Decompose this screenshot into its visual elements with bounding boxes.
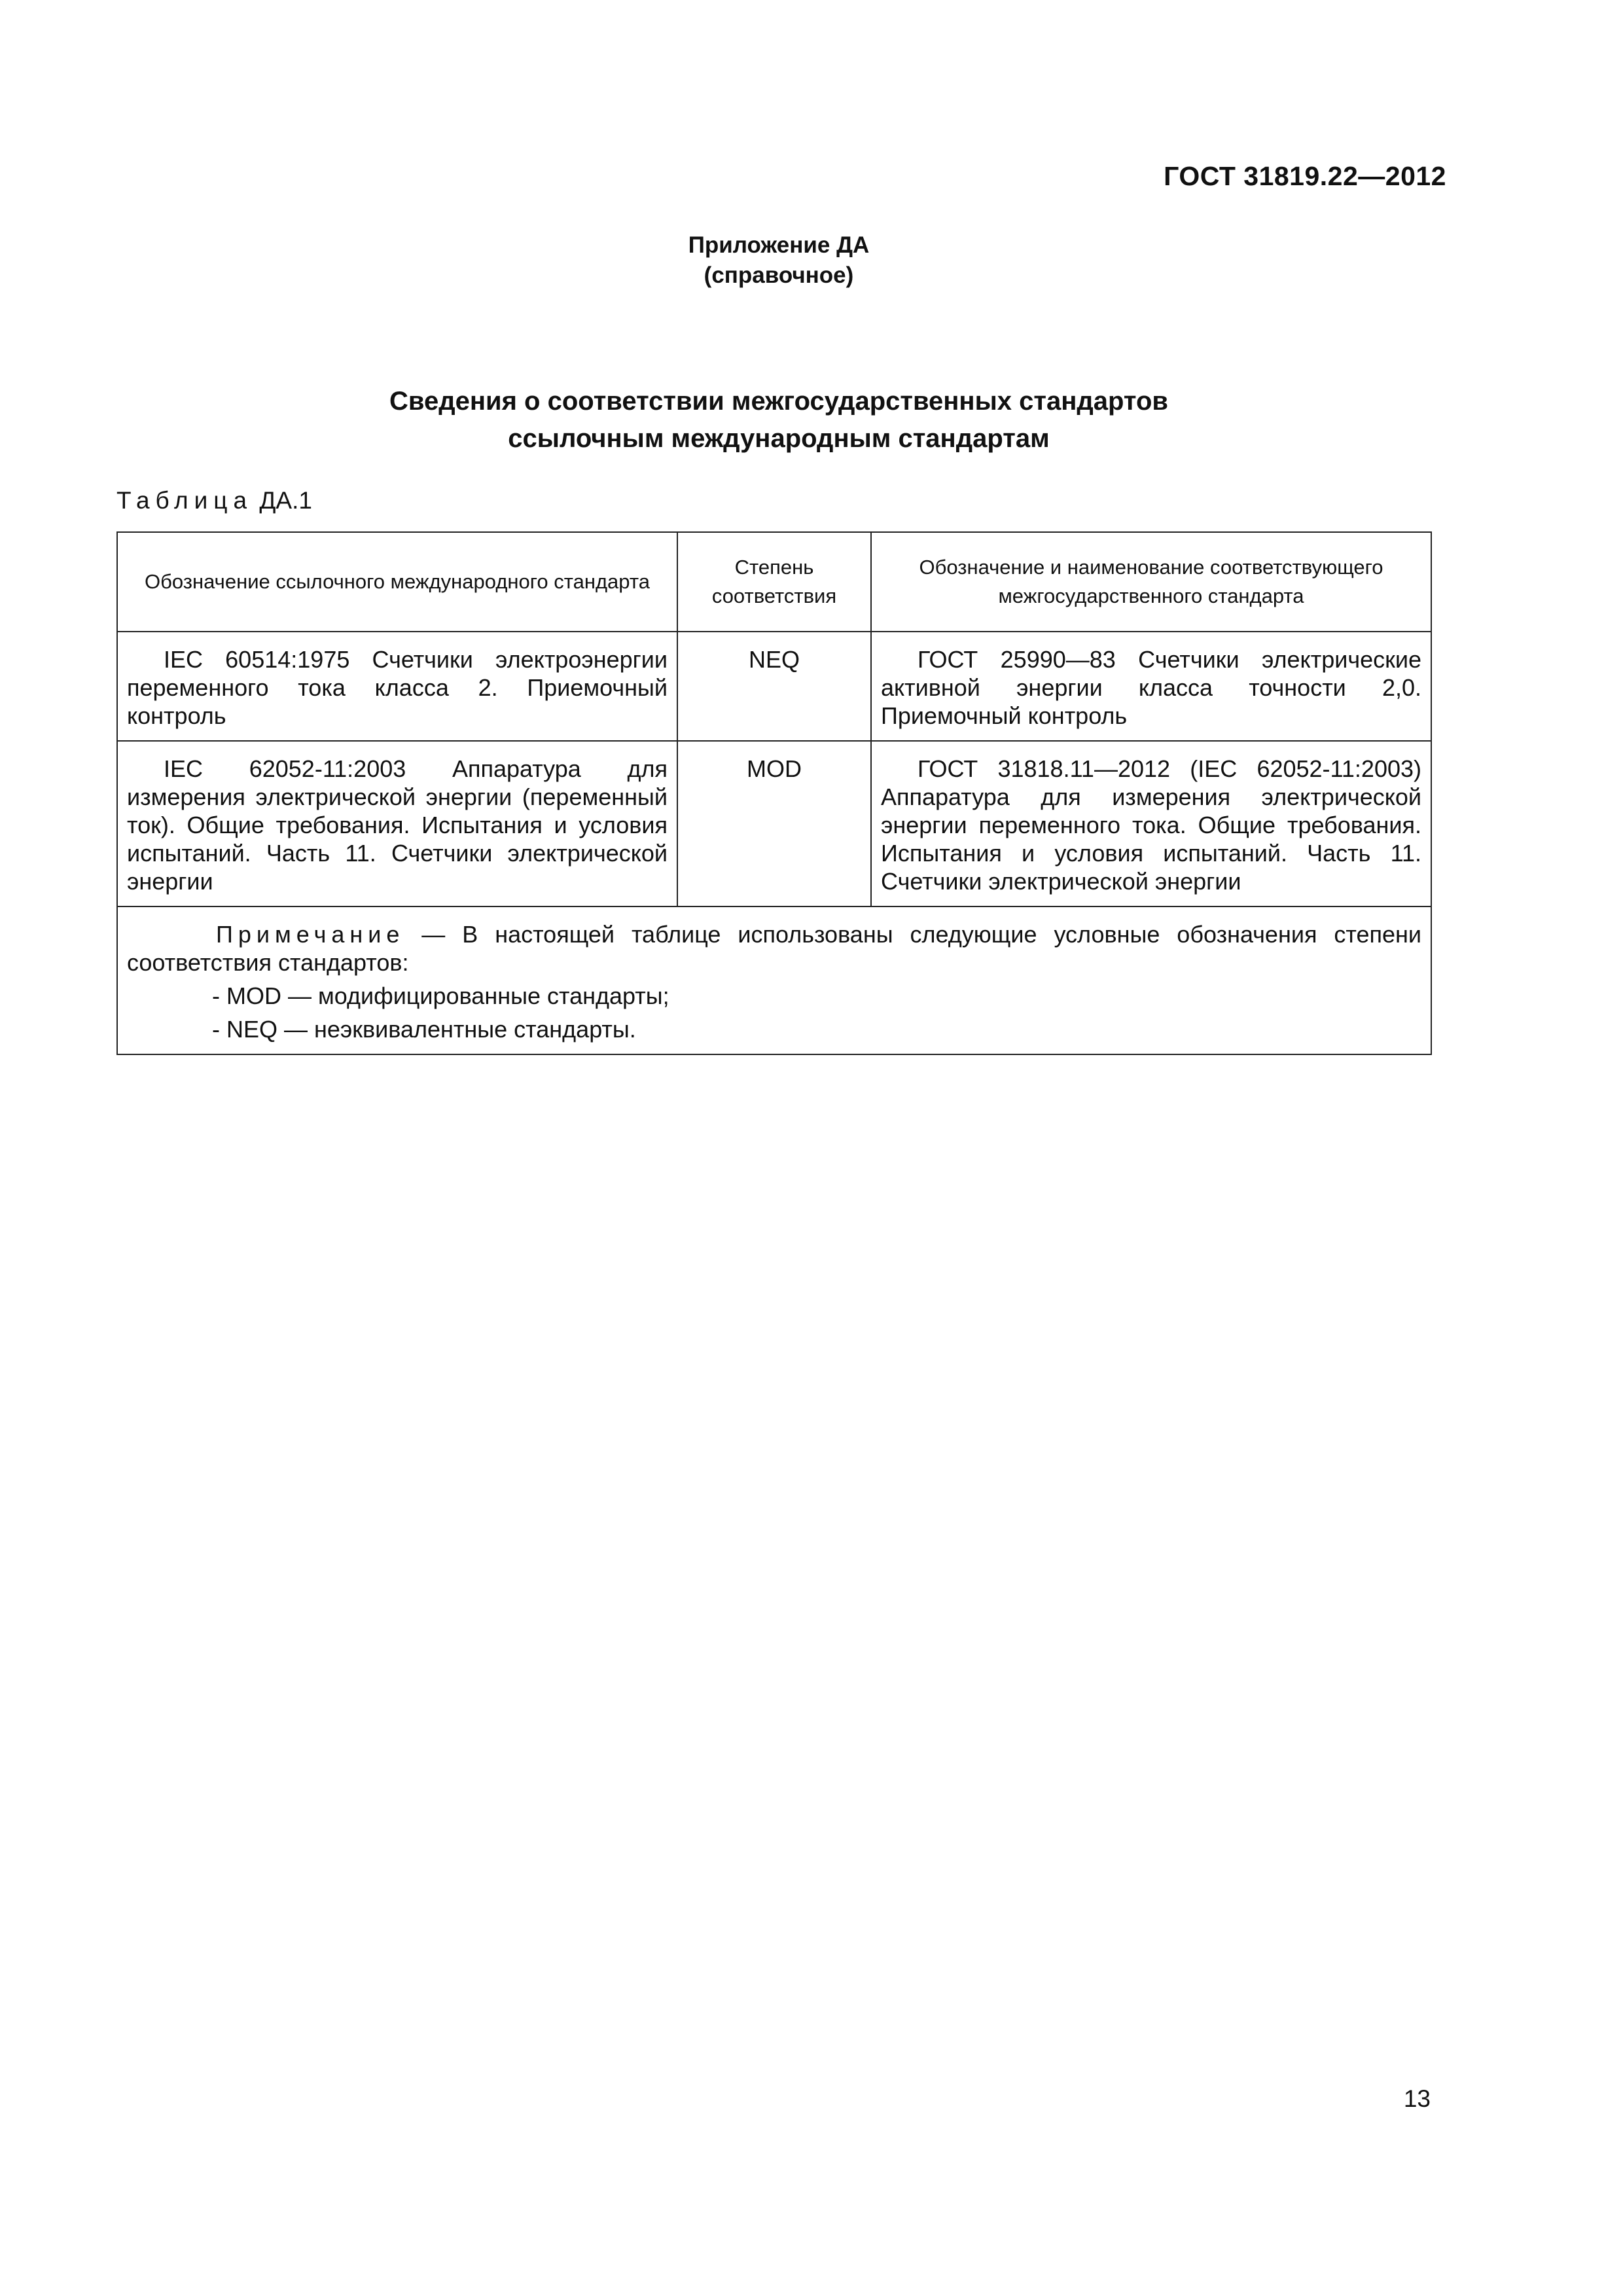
cell-international-standard: IEC 62052-11:2003 Аппаратура для измерения электрической энергии (переменный ток). Общие требования. Испытания и условия испытаний. Часть 11. Счетчики электрической энергии — [117, 741, 677, 906]
cell-international-standard: IEC 60514:1975 Счетчики электроэнергии переменного тока класса 2. Приемочный контроль — [117, 632, 677, 741]
table-caption-id: ДА.1 — [259, 487, 312, 514]
table-header-row — [117, 532, 1431, 632]
cell-degree: MOD — [677, 741, 871, 906]
standard-number: ГОСТ 31819.22—2012 — [1164, 161, 1446, 191]
cell-degree: NEQ — [677, 632, 871, 741]
table-caption — [116, 487, 312, 514]
cell-interstate-standard: ГОСТ 31818.11—2012 (IEC 62052-11:2003) Аппаратура для измерения электрической энергии переменного тока. Общие требования. Испытания и условия испытаний. Часть 11. Счетчики электрической энергии — [871, 741, 1431, 906]
appendix-kind: (справочное) — [704, 262, 854, 288]
section-title — [0, 383, 1558, 457]
table-row — [117, 632, 1431, 741]
note-item-mod: - MOD — модифицированные стандарты; — [212, 982, 669, 1009]
correspondence-table — [116, 531, 1432, 1055]
appendix-heading — [0, 230, 1558, 291]
appendix-title: Приложение ДА — [688, 232, 870, 258]
section-title-line-2: ссылочным международным стандартам — [508, 424, 1050, 453]
table-note — [117, 906, 1431, 1054]
note-body: — В настоящей таблице использованы следующие условные обозначения степени соответствия стандартов: — [127, 921, 1421, 976]
table-row — [117, 741, 1431, 906]
header-international-standard: Обозначение ссылочного международного стандарта — [117, 532, 677, 632]
page-number: 13 — [1403, 2085, 1431, 2112]
cell-interstate-standard: ГОСТ 25990—83 Счетчики электрические активной энергии класса точности 2,0. Приемочный контроль — [871, 632, 1431, 741]
note-item-neq: - NEQ — неэквивалентные стандарты. — [212, 1016, 636, 1043]
note-text — [127, 920, 1421, 977]
section-title-line-1: Сведения о соответствии межгосударственных стандартов — [389, 387, 1168, 416]
note-label: Примечание — [216, 921, 405, 948]
header-degree: Степень соответствия — [677, 532, 871, 632]
header-interstate-standard: Обозначение и наименование соответствующего межгосударственного стандарта — [871, 532, 1431, 632]
table-note-row — [117, 906, 1431, 1054]
table-caption-word: Таблица — [116, 487, 253, 514]
